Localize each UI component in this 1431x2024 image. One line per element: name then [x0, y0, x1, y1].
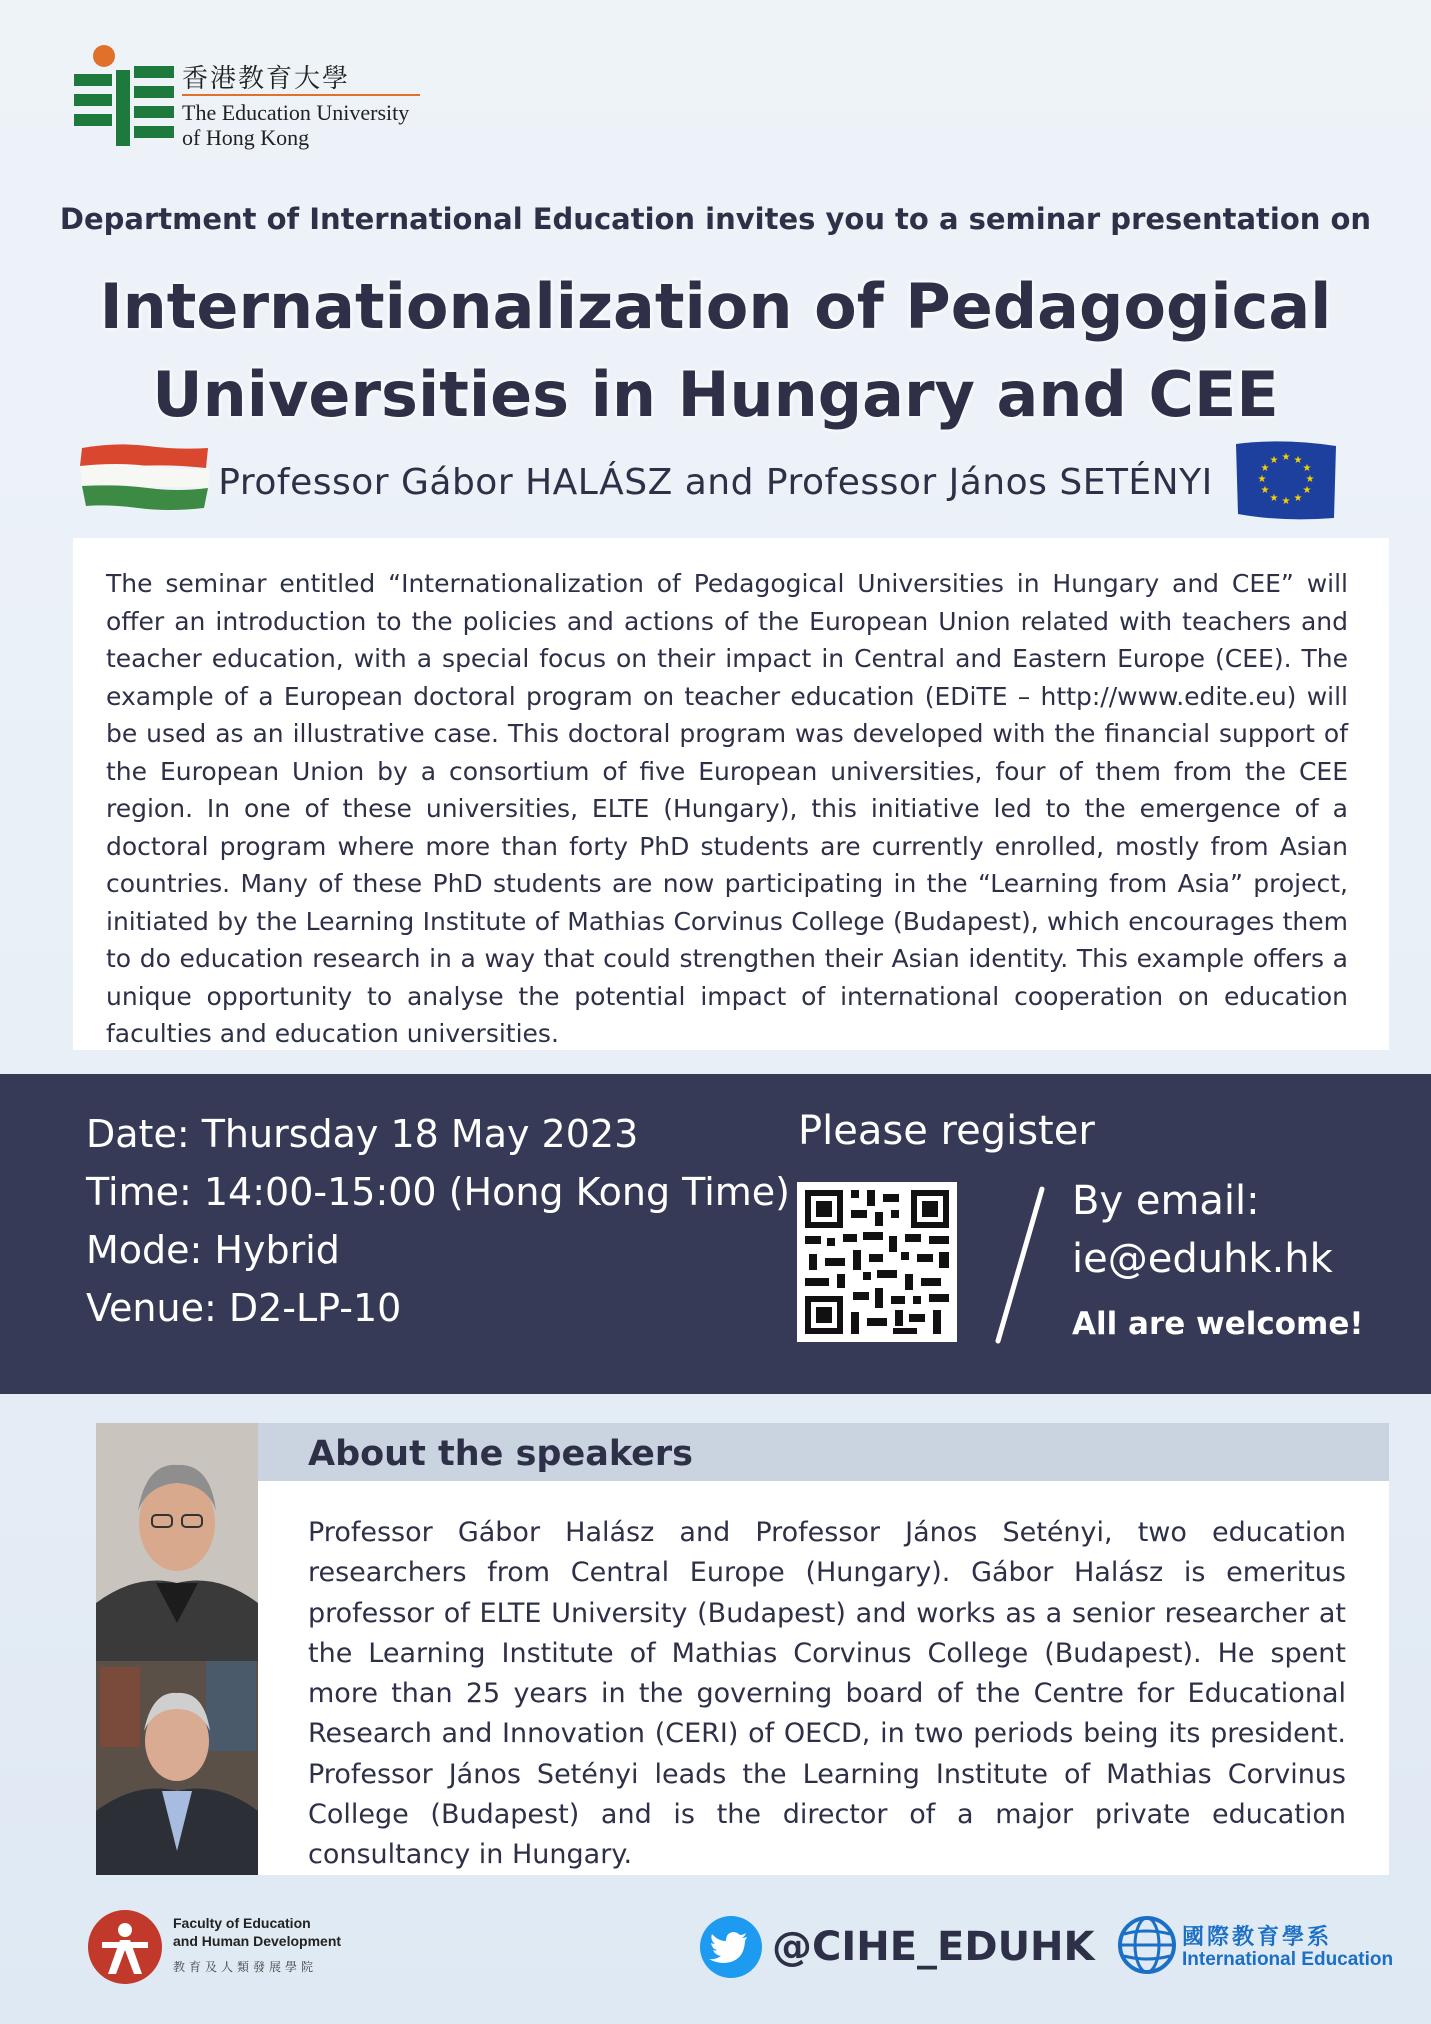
svg-text:★: ★ — [1302, 463, 1312, 474]
seminar-title-line1: Internationalization of Pedagogical — [99, 270, 1332, 343]
divider-slash — [990, 1185, 1050, 1345]
faculty-name-chinese: 教育及人類發展學院 — [173, 1960, 318, 1974]
twitter-handle[interactable]: @CIHE_EDUHK — [772, 1924, 1095, 1970]
department-name-chinese: 國際教育學系 — [1182, 1925, 1333, 1950]
department-name-english: International Education — [1182, 1949, 1394, 1970]
faculty-name-line2: and Human Development — [173, 1933, 342, 1949]
svg-text:★: ★ — [1257, 474, 1267, 485]
svg-text:★: ★ — [1260, 463, 1270, 474]
svg-text:★: ★ — [1281, 496, 1291, 507]
svg-text:★: ★ — [1302, 485, 1312, 496]
about-text: Professor Gábor Halász and Professor János Setényi, two education researchers from Central Europe (Hungary). Gábor Halász is emeritus professor of ELTE University (Budapest) and works as a senior researcher at the Learning Institute of Mathias Corvinus College (Budapest). He spent more than 25 years in the governing board of the Centre for Educational Research and Innovation (CERI) of OECD, in two periods being its president. Professor János Setényi leads the Learning Institute of Mathias Corvinus College (Budapest) and is the director of a major private education consultancy in Hungary. — [308, 1517, 1346, 1871]
event-venue: Venue: D2-LP-10 — [86, 1286, 402, 1330]
globe-icon — [1116, 1914, 1178, 1976]
register-heading: Please register — [798, 1108, 1095, 1154]
register-email-address[interactable]: ie@eduhk.hk — [1072, 1236, 1333, 1282]
seminar-abstract: The seminar entitled “Internationalization of Pedagogical Universities in Hungary and CEE” will offer an introduction to the policies and actions of the European Union related with teachers and teacher education, with a special focus on their impact in Central and Eastern Europe (CEE). The example of a European doctoral program on teacher education (EDiTE – http://www.edite.eu) will be used as an illustrative case. This doctoral program was developed with the financial support of the European Union by a consortium of five European universities, four of them from the CEE region. In one of these universities, ELTE (Hungary), this initiative led to the emergence of a doctoral program where more than forty PhD students are currently enrolled, mostly from Asian countries. Many of these PhD students are now participating in the “Learning from Asia” project, initiated by the Learning Institute of Mathias Corvinus College (Budapest), which encourages them to do education research in a way that could strengthen their Asian identity. This example offers a unique opportunity to analyse the potential impact of international cooperation on education faculties and education universities. — [106, 569, 1348, 1048]
faculty-name-line1: Faculty of Education — [173, 1915, 311, 1931]
svg-text:★: ★ — [1260, 485, 1270, 496]
about-title: About the speakers — [308, 1434, 693, 1474]
logo-english-name-line1: The Education University — [182, 100, 410, 125]
svg-text:★: ★ — [1293, 493, 1303, 504]
event-time: Time: 14:00-15:00 (Hong Kong Time) — [86, 1170, 791, 1214]
svg-text:★: ★ — [1269, 455, 1279, 466]
svg-text:★: ★ — [1293, 455, 1303, 466]
eduhk-logo — [74, 44, 174, 148]
event-date: Date: Thursday 18 May 2023 — [86, 1112, 639, 1156]
faculty-logo — [86, 1908, 164, 1986]
svg-text:★: ★ — [1281, 452, 1291, 463]
svg-text:★: ★ — [1305, 474, 1315, 485]
logo-divider — [182, 94, 420, 96]
invitation-text: Department of International Education invites you to a seminar presentation on — [59, 202, 1372, 236]
speaker-photo-setenyi — [96, 1661, 258, 1875]
svg-text:★: ★ — [1269, 493, 1279, 504]
seminar-title-line2: Universities in Hungary and CEE — [152, 358, 1279, 431]
speakers-line: Professor Gábor HALÁSZ and Professor János SETÉNYI — [218, 462, 1213, 503]
register-email-label: By email: — [1072, 1178, 1260, 1224]
eu-flag-icon — [1232, 438, 1340, 522]
twitter-icon[interactable] — [700, 1916, 762, 1978]
welcome-text: All are welcome! — [1072, 1306, 1364, 1342]
speaker-photo-halasz — [96, 1423, 258, 1661]
qr-code-icon[interactable] — [797, 1182, 957, 1342]
logo-english-name-line2: of Hong Kong — [182, 125, 310, 150]
event-mode: Mode: Hybrid — [86, 1228, 340, 1272]
logo-chinese-name: 香港教育大學 — [182, 64, 351, 94]
